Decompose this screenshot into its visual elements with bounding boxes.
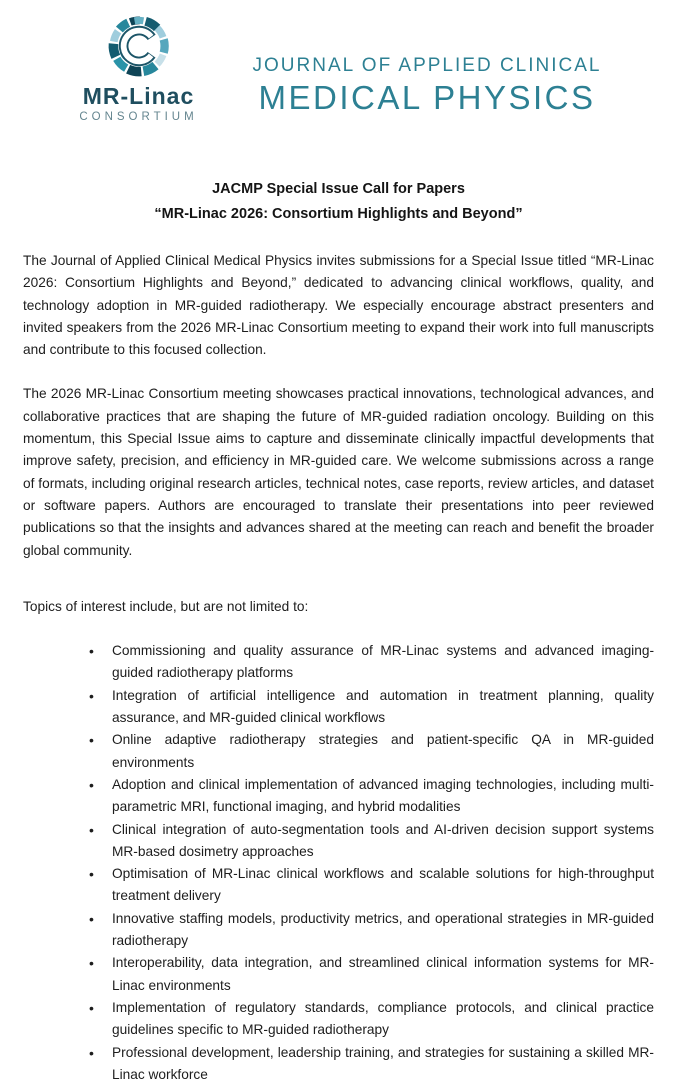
list-item: • Implementation of regulatory standards, compliance protocols, and clinical practice guidelines specific to MR-guided radiotherapy <box>23 997 654 1042</box>
list-item: • Commissioning and quality assurance of MR-Linac systems and advanced imaging-guided radiotherapy platforms <box>23 640 654 685</box>
topics-list <box>23 640 654 1086</box>
document-header <box>0 0 677 123</box>
document-title-line2: “MR-Linac 2026: Consortium Highlights and Beyond” <box>0 202 677 227</box>
mr-linac-consortium-c-icon <box>107 14 171 78</box>
document-title-line1: JACMP Special Issue Call for Papers <box>0 177 677 202</box>
journal-logo-line2: MEDICAL PHYSICS <box>211 79 643 117</box>
list-item: • Integration of artificial intelligence and automation in treatment planning, quality assurance, and MR-guided clinical workflows <box>23 685 654 730</box>
list-item: • Adoption and clinical implementation of advanced imaging technologies, including multi-parametric MRI, functional imaging, and hybrid modalities <box>23 774 654 819</box>
list-item: • Professional development, leadership training, and strategies for sustaining a skilled MR-Linac workforce <box>23 1042 654 1086</box>
paragraph-scope: The 2026 MR-Linac Consortium meeting showcases practical innovations, technological advances, and collaborative practices that are shaping the future of MR-guided radiation oncology. Building on this momentum, this Special Issue aims to capture and disseminate clinically impactful developments that improve safety, precision, and efficiency in MR-guided care. We welcome submissions across a range of formats, including original research articles, technical notes, case reports, review articles, and dataset or software papers. Authors are encouraged to translate their presentations into peer reviewed publications so that the insights and advances shared at the meeting can reach and benefit the broader global community. <box>23 383 654 561</box>
paragraph-intro: The Journal of Applied Clinical Medical Physics invites submissions for a Special Issue titled “MR-Linac 2026: Consortium Highlights and Beyond,” dedicated to advancing clinical workflows, quality, and technology adoption in MR-guided radiotherapy. We especially encourage abstract presenters and invited speakers from the 2026 MR-Linac Consortium meeting to expand their work into full manuscripts and contribute to this focused collection. <box>23 250 654 361</box>
journal-logo <box>211 12 643 117</box>
document-body <box>23 250 654 1086</box>
consortium-logo-subtitle: CONSORTIUM <box>66 111 211 123</box>
list-item: • Clinical integration of auto-segmentation tools and AI-driven decision support systems MR-based dosimetry approaches <box>23 819 654 864</box>
consortium-logo-name: MR-Linac <box>66 84 211 108</box>
journal-logo-line1: JOURNAL OF APPLIED CLINICAL <box>211 54 643 78</box>
list-item: • Online adaptive radiotherapy strategies and patient-specific QA in MR-guided environments <box>23 729 654 774</box>
list-item: • Interoperability, data integration, and streamlined clinical information systems for MR-Linac environments <box>23 952 654 997</box>
list-item: • Innovative staffing models, productivity metrics, and operational strategies in MR-guided radiotherapy <box>23 908 654 953</box>
mr-linac-consortium-logo <box>66 12 211 123</box>
topics-heading: Topics of interest include, but are not limited to: <box>23 596 654 618</box>
document-title <box>0 177 677 227</box>
list-item: • Optimisation of MR-Linac clinical workflows and scalable solutions for high-throughput treatment delivery <box>23 863 654 908</box>
